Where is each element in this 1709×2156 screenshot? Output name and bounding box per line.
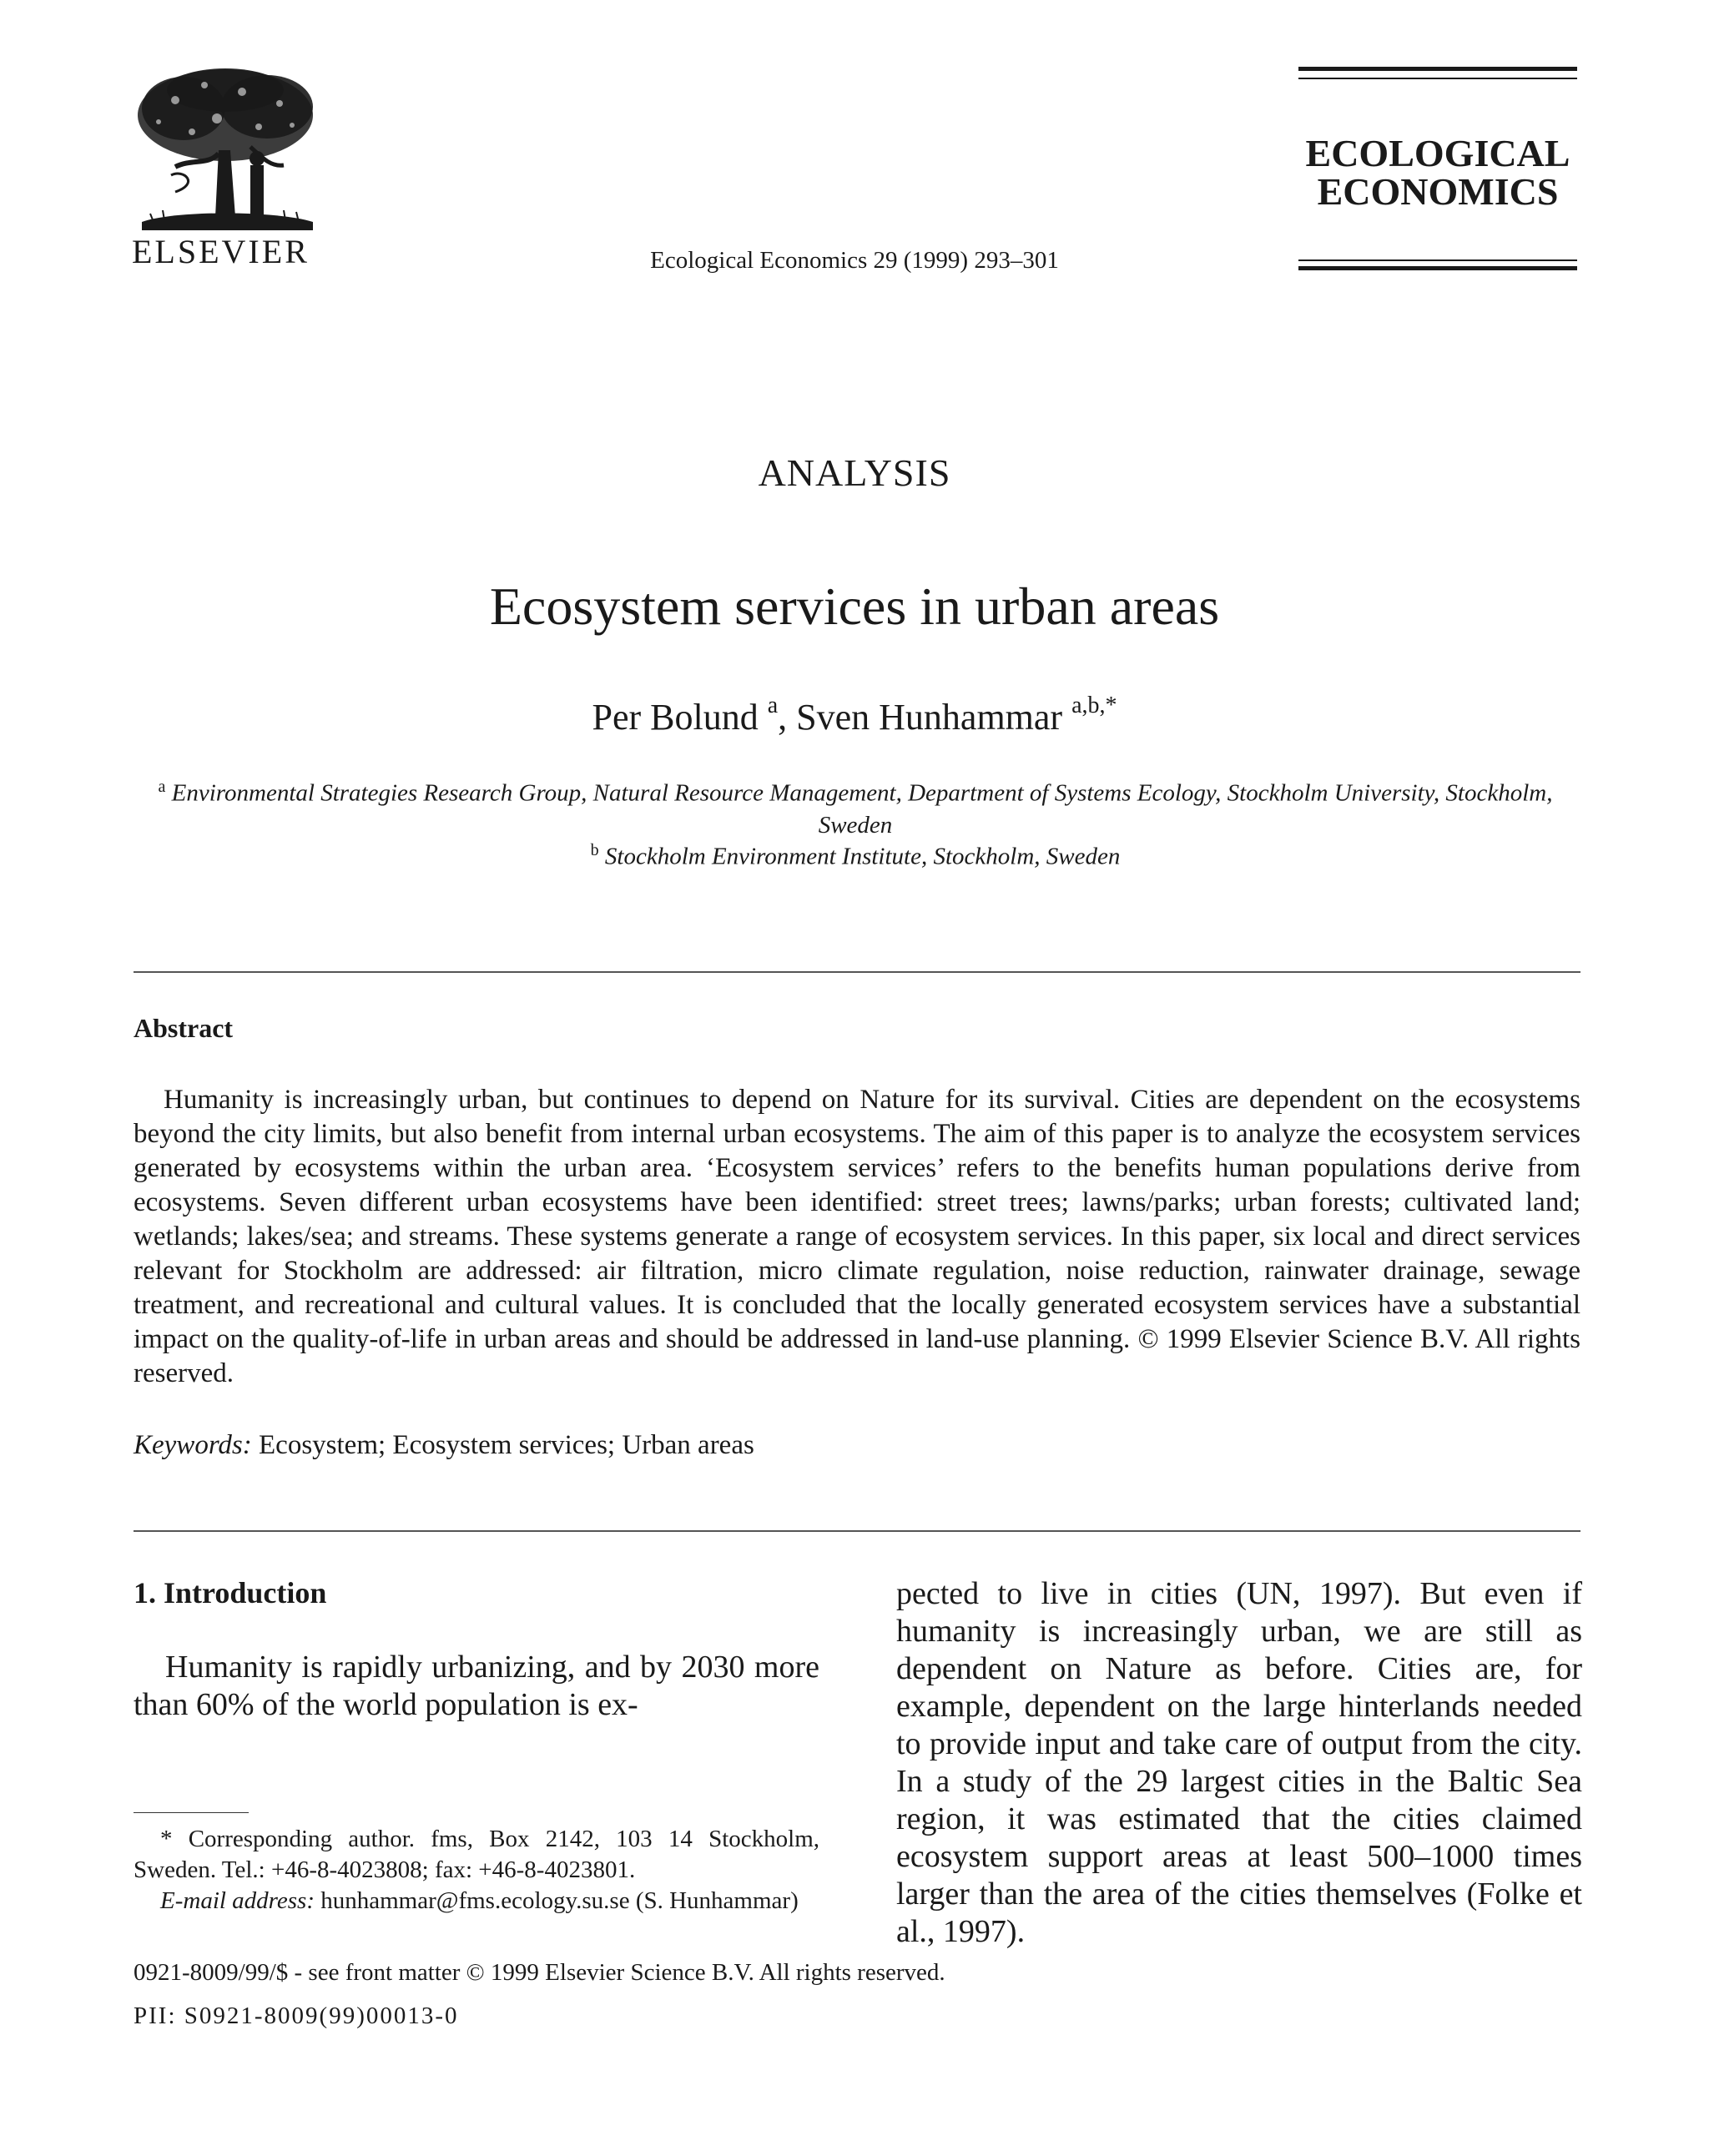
keywords-label: Keywords:: [134, 1430, 252, 1460]
journal-title: [1298, 134, 1577, 211]
affiliation-a: [125, 771, 1585, 841]
section-label: ANALYSIS: [758, 451, 951, 494]
affiliation-mark: b: [590, 841, 599, 859]
masthead-rule-top: [1298, 67, 1577, 71]
email-note: [134, 1886, 819, 1917]
tree-logo-graphic: [125, 67, 325, 242]
divider-top: [134, 971, 1580, 973]
keywords-list: Ecosystem; Ecosystem services; Urban areas: [259, 1430, 754, 1460]
body-right-column: pected to live in cities (UN, 1997). But even if humanity is increasingly urban, we are still as dependent on Nature as before. Cities are, for example, dependent on the large hinterlands needed to provide input and take care of output from the city. In a study of the 29 largest cities in the Baltic Sea region, it was estimated that the cities claimed ecosystem support areas at least 500–1000 times larger than the area of the cities themselves (Folke et al., 1997).: [896, 1576, 1582, 1949]
journal-citation: Ecological Economics 29 (1999) 293–301: [650, 247, 1059, 274]
publisher-name: ELSEVIER: [132, 233, 310, 270]
author-list: [0, 693, 1709, 738]
affiliation-text: Environmental Strategies Research Group, Natural Resource Management, Department of Systems Ecology, Stockholm University, Stockholm, Sweden: [171, 779, 1553, 839]
corresponding-author-note: * Corresponding author. fms, Box 2142, 103 14 Stockholm, Sweden. Tel.: +46-8-4023808; fax: +46-8-4023801.: [134, 1826, 819, 1883]
divider-bottom: [134, 1530, 1580, 1532]
intro-heading: 1. Introduction: [134, 1576, 327, 1609]
elsevier-tree-logo: [125, 67, 325, 242]
email-text: hunhammar@fms.ecology.su.se (S. Hunhammar): [320, 1887, 799, 1914]
email-label: E-mail address:: [160, 1887, 315, 1914]
author-separator: ,: [778, 697, 797, 738]
author-name: Per Bolund: [592, 697, 759, 738]
abstract-heading: Abstract: [134, 1013, 234, 1043]
footnote: [134, 1824, 819, 1917]
masthead-rule-bottom-thin: [1298, 259, 1577, 261]
journal-masthead: [1298, 67, 1577, 270]
copyright-line: 0921-8009/99/$ - see front matter © 1999 Elsevier Science B.V. All rights reserved.: [134, 1959, 945, 1986]
author-affiliation-mark: a,b,*: [1071, 693, 1117, 719]
journal-title-line2: ECONOMICS: [1317, 170, 1559, 213]
author-name: Sven Hunhammar: [796, 697, 1063, 738]
footnote-rule: [134, 1812, 249, 1813]
journal-title-line1: ECOLOGICAL: [1305, 132, 1570, 174]
affiliation-mark: a: [158, 778, 166, 796]
keywords: [134, 1430, 754, 1461]
affiliation-b: [125, 834, 1585, 873]
masthead-rule-bottom: [1298, 266, 1577, 270]
author-affiliation-mark: a: [767, 693, 779, 719]
paper-title: Ecosystem services in urban areas: [489, 577, 1220, 636]
abstract-text: Humanity is increasingly urban, but continues to depend on Nature for its survival. Cities are dependent on the ecosystems beyond the city limits, but also benefit from internal urban ecosystems. The aim of this paper is to analyze the ecosystem services generated by ecosystems within the urban area. ‘Ecosystem services’ refers to the benefits human populations derive from ecosystems. Seven different urban ecosystems have been identified: street trees; lawns/parks; urban forests; cultivated land; wetlands; lakes/sea; and streams. These systems generate a range of ecosystem services. In this paper, six local and direct services relevant for Stockholm are addressed: air filtration, micro climate regulation, noise reduction, rainwater drainage, sewage treatment, and recreational and cultural values. It is concluded that the locally generated ecosystem services have a substantial impact on the quality-of-life in urban areas and should be addressed in land-use planning. © 1999 Elsevier Science B.V. All rights reserved.: [134, 1085, 1580, 1388]
pii-line: PII: S0921-8009(99)00013-0: [134, 2002, 459, 2029]
masthead-rule-top-thin: [1298, 78, 1577, 79]
body-left-column: Humanity is rapidly urbanizing, and by 2030 more than 60% of the world population is ex-: [134, 1650, 819, 1722]
affiliation-text: Stockholm Environment Institute, Stockholm, Sweden: [604, 843, 1121, 870]
